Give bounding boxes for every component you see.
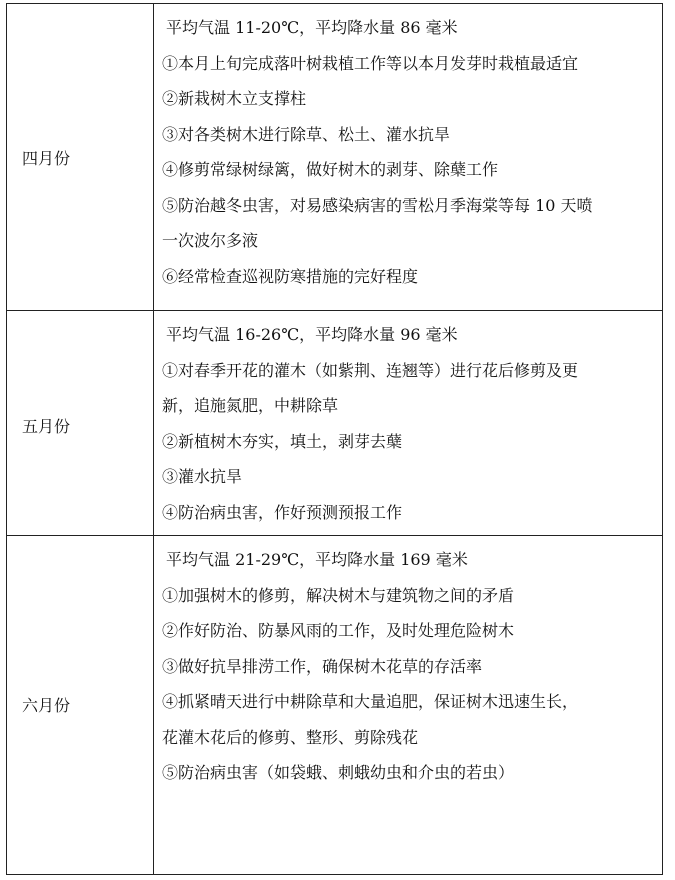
- task-item-continuation: 一次波尔多液: [162, 231, 259, 250]
- month-cell: [7, 311, 154, 535]
- task-item: ⑥经常检查巡视防寒措施的完好程度: [162, 266, 419, 286]
- task-item: ②新植树木夯实，填土，剥芽去蘖: [162, 431, 403, 451]
- task-list: [162, 10, 656, 294]
- task-item: ④修剪常绿树绿篱，做好树木的剥芽、除蘖工作: [162, 160, 499, 179]
- month-label: 五月份: [22, 417, 71, 436]
- month-label: 四月份: [22, 149, 71, 168]
- climate-summary: 平均气温 11-20℃，平均降水量 86 毫米: [166, 18, 458, 37]
- task-item: ⑤防治病虫害（如袋蛾、刺蛾幼虫和介虫的若虫）: [162, 763, 515, 782]
- task-item: ①本月上旬完成落叶树栽植工作等以本月发芽时栽植最适宜: [162, 53, 579, 73]
- month-label: 六月份: [22, 696, 71, 715]
- month-cell: [7, 4, 154, 310]
- table-row-june: [7, 536, 662, 874]
- task-item-continuation: 新，追施氮肥，中耕除草: [162, 396, 339, 415]
- task-item: ④抓紧晴天进行中耕除草和大量追肥，保证树木迅速生长，: [162, 692, 579, 711]
- task-item: ④防治病虫害，作好预测预报工作: [162, 502, 403, 522]
- task-list: [162, 317, 656, 530]
- climate-summary: 平均气温 16-26℃，平均降水量 96 毫米: [166, 325, 458, 344]
- task-item: ②新栽树木立支撑柱: [162, 89, 307, 108]
- task-item: ②作好防治、防暴风雨的工作，及时处理危险树木: [162, 621, 515, 640]
- task-item: ③做好抗旱排涝工作，确保树木花草的存活率: [162, 656, 483, 676]
- table-row-may: [7, 311, 662, 536]
- table-row-april: [7, 4, 662, 311]
- task-item-continuation: 花灌木花后的修剪、整形、剪除残花: [162, 727, 419, 747]
- task-item: ⑤防治越冬虫害，对易感染病害的雪松月季海棠等每 10 天喷: [162, 195, 593, 215]
- task-item: ①对春季开花的灌木（如紫荆、连翘等）进行花后修剪及更: [162, 360, 579, 380]
- task-list: [162, 542, 656, 791]
- task-item: ①加强树木的修剪，解决树木与建筑物之间的矛盾: [162, 585, 515, 605]
- maintenance-schedule-table: [6, 3, 663, 875]
- task-item: ③对各类树木进行除草、松土、灌水抗旱: [162, 124, 451, 144]
- task-item: ③灌水抗旱: [162, 467, 243, 486]
- month-cell: [7, 536, 154, 874]
- climate-summary: 平均气温 21-29℃，平均降水量 169 毫米: [166, 550, 468, 569]
